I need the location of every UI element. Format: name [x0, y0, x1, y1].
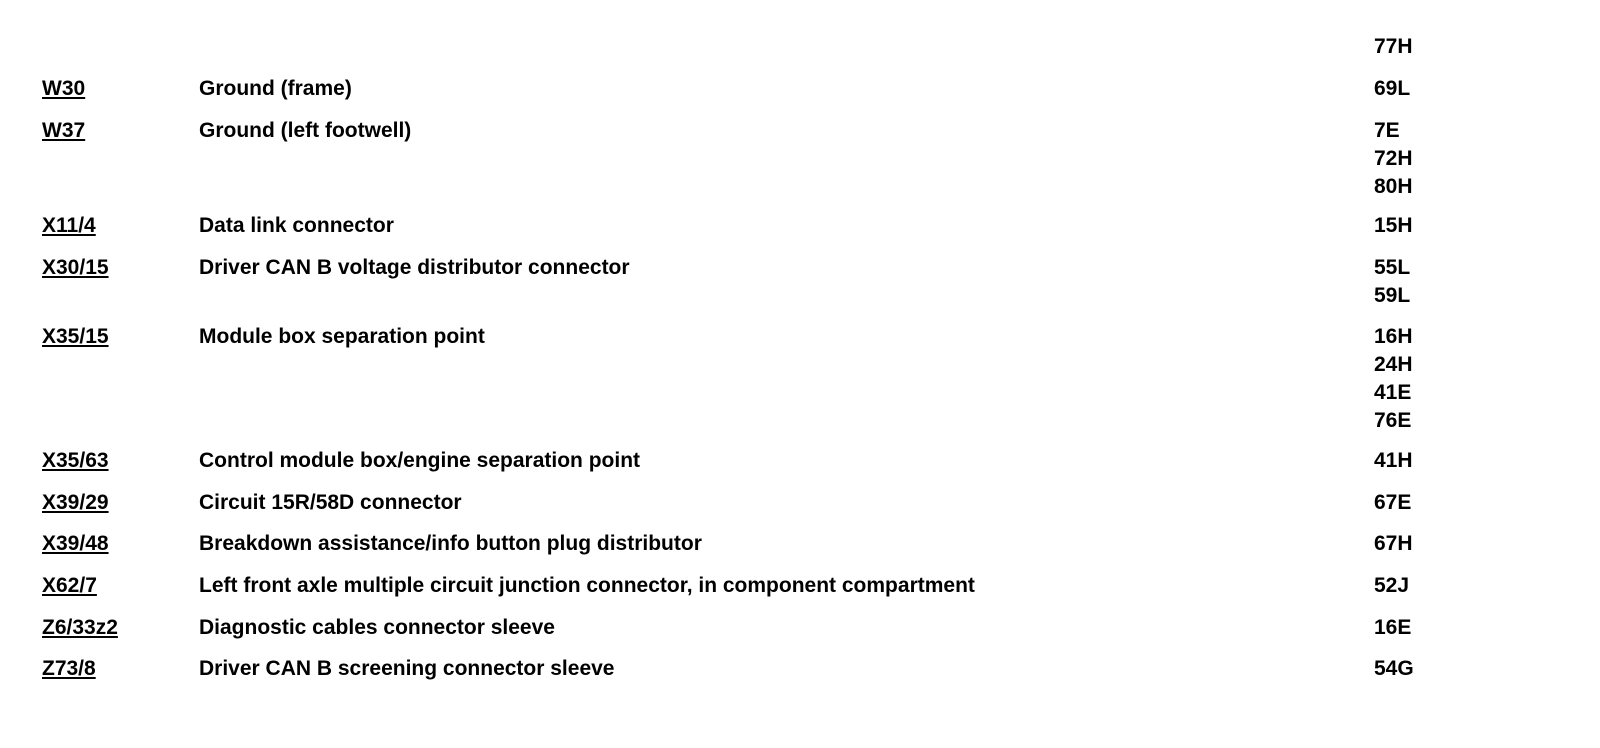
component-description: Ground (frame) — [199, 77, 352, 100]
component-description: Ground (left footwell) — [199, 119, 412, 142]
component-description: Module box separation point — [199, 325, 485, 348]
component-code-link[interactable]: X30/15 — [42, 256, 109, 279]
component-code-link[interactable]: X35/15 — [42, 325, 109, 348]
component-description: Circuit 15R/58D connector — [199, 491, 462, 514]
grid-reference: 16E — [1374, 616, 1412, 639]
grid-reference: 69L — [1374, 77, 1411, 100]
component-description: Diagnostic cables connector sleeve — [199, 616, 555, 639]
grid-reference: 67H — [1374, 532, 1413, 555]
grid-reference-list — [1374, 117, 1413, 201]
grid-reference-list — [1374, 530, 1413, 558]
component-code-link[interactable]: X62/7 — [42, 574, 97, 597]
component-code-link[interactable]: X11/4 — [42, 214, 96, 237]
component-description: Data link connector — [199, 214, 394, 237]
grid-reference-list — [1374, 33, 1413, 61]
grid-reference: 16H — [1374, 325, 1413, 348]
grid-reference-list — [1374, 447, 1413, 475]
grid-reference-list — [1374, 323, 1413, 435]
component-code-link[interactable]: X39/48 — [42, 532, 109, 555]
component-code-link[interactable]: X35/63 — [42, 449, 109, 472]
grid-reference: 80H — [1374, 175, 1413, 198]
component-description: Driver CAN B screening connector sleeve — [199, 657, 615, 680]
grid-reference: 52J — [1374, 574, 1410, 597]
grid-reference-list — [1374, 254, 1410, 310]
component-description: Driver CAN B voltage distributor connector — [199, 256, 630, 279]
grid-reference: 41E — [1374, 381, 1412, 404]
component-code-link[interactable]: Z73/8 — [42, 657, 96, 680]
component-code-link[interactable]: X39/29 — [42, 491, 109, 514]
grid-reference: 7E — [1374, 119, 1400, 142]
grid-reference: 76E — [1374, 409, 1412, 432]
grid-reference: 72H — [1374, 147, 1413, 170]
grid-reference: 59L — [1374, 284, 1411, 307]
component-code-link[interactable]: W30 — [42, 77, 86, 100]
grid-reference: 77H — [1374, 35, 1413, 58]
component-code-link[interactable]: Z6/33z2 — [42, 616, 118, 639]
component-description: Left front axle multiple circuit junction connector, in component compartment — [199, 574, 975, 597]
component-description: Control module box/engine separation point — [199, 449, 641, 472]
grid-reference: 67E — [1374, 491, 1412, 514]
grid-reference-list — [1374, 655, 1414, 683]
grid-reference: 54G — [1374, 657, 1414, 680]
grid-reference: 24H — [1374, 353, 1413, 376]
grid-reference-list — [1374, 75, 1410, 103]
grid-reference-list — [1374, 572, 1409, 600]
grid-reference-list — [1374, 212, 1413, 240]
grid-reference: 15H — [1374, 214, 1413, 237]
grid-reference-list — [1374, 489, 1411, 517]
grid-reference-list — [1374, 614, 1411, 642]
grid-reference: 41H — [1374, 449, 1413, 472]
grid-reference: 55L — [1374, 256, 1411, 279]
component-code-link[interactable]: W37 — [42, 119, 86, 142]
component-description: Breakdown assistance/info button plug distributor — [199, 532, 702, 555]
